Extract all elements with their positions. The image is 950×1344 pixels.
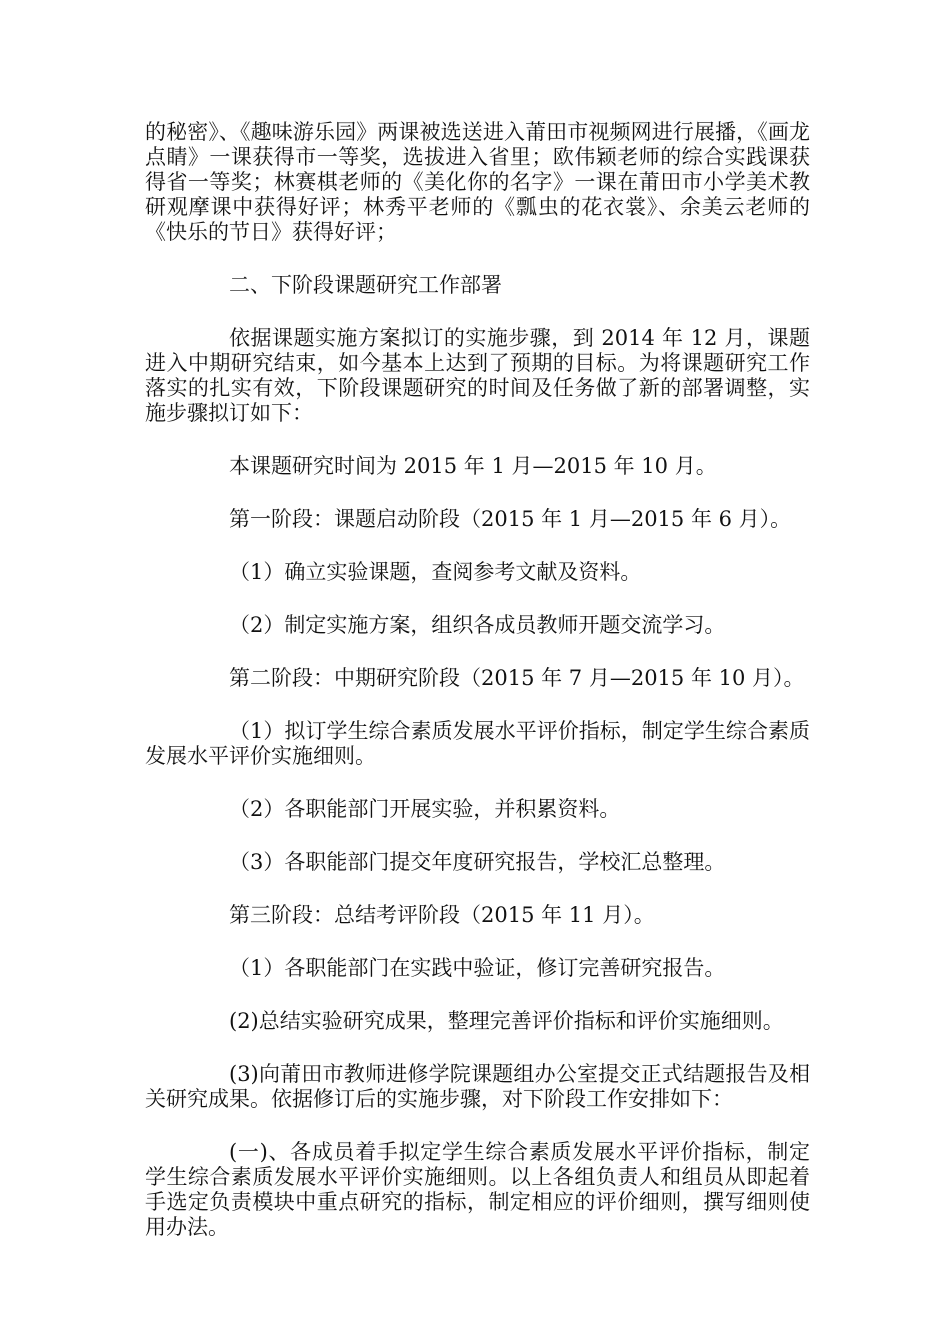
- paragraph-plan-intro: 依据课题实施方案拟订的实施步骤，到 2014 年 12 月，课题进入中期研究结束，如今基本上达到了预期的目标。为将课题研究工作落实的扎实有效，下阶段课题研究的时间及任务做了新的部署调整，实施步骤拟订如下：: [145, 326, 810, 425]
- paragraph-awards: 的秘密》、《趣味游乐园》两课被选送进入莆田市视频网进行展播，《画龙点睛》一课获得市一等奖，选拔进入省里；欧伟颖老师的综合实践课获得省一等奖；林赛棋老师的《美化你的名字》一课在莆田市小学美术教研观摩课中获得好评；林秀平老师的《瓢虫的花衣裳》、余美云老师的《快乐的节日》获得好评；: [145, 120, 810, 244]
- stage-one-item-1: （1）确立实验课题，查阅参考文献及资料。: [229, 560, 642, 584]
- stage-three-item-1: （1）各职能部门在实践中验证，修订完善研究报告。: [229, 956, 726, 980]
- stage-three-title: 第三阶段：总结考评阶段（2015 年 11 月）。: [229, 903, 655, 927]
- document-page: [145, 120, 810, 1268]
- section-heading-next-stage: 二、下阶段课题研究工作部署: [229, 273, 502, 297]
- stage-three-item-3: (3)向莆田市教师进修学院课题组办公室提交正式结题报告及相关研究成果。依据修订后的实施步骤，对下阶段工作安排如下：: [145, 1062, 810, 1111]
- paragraph-research-period: 本课题研究时间为 2015 年 1 月—2015 年 10 月。: [229, 454, 717, 478]
- stage-one-item-2: （2）制定实施方案，组织各成员教师开题交流学习。: [229, 613, 726, 637]
- stage-two-item-1: （1）拟订学生综合素质发展水平评价指标，制定学生综合素质发展水平评价实施细则。: [145, 719, 810, 768]
- stage-two-title: 第二阶段：中期研究阶段（2015 年 7 月—2015 年 10 月）。: [229, 666, 805, 690]
- stage-three-item-2: (2)总结实验研究成果，整理完善评价指标和评价实施细则。: [229, 1009, 784, 1033]
- stage-one-title: 第一阶段：课题启动阶段（2015 年 1 月—2015 年 6 月）。: [229, 507, 792, 531]
- stage-two-item-2: （2）各职能部门开展实验，并积累资料。: [229, 797, 621, 821]
- work-arrangement-1: (一)、各成员着手拟定学生综合素质发展水平评价指标，制定学生综合素质发展水平评价实施细则。以上各组负责人和组员从即起着手选定负责模块中重点研究的指标，制定相应的评价细则，撰写细则使用办法。: [145, 1140, 810, 1239]
- stage-two-item-3: （3）各职能部门提交年度研究报告，学校汇总整理。: [229, 850, 726, 874]
